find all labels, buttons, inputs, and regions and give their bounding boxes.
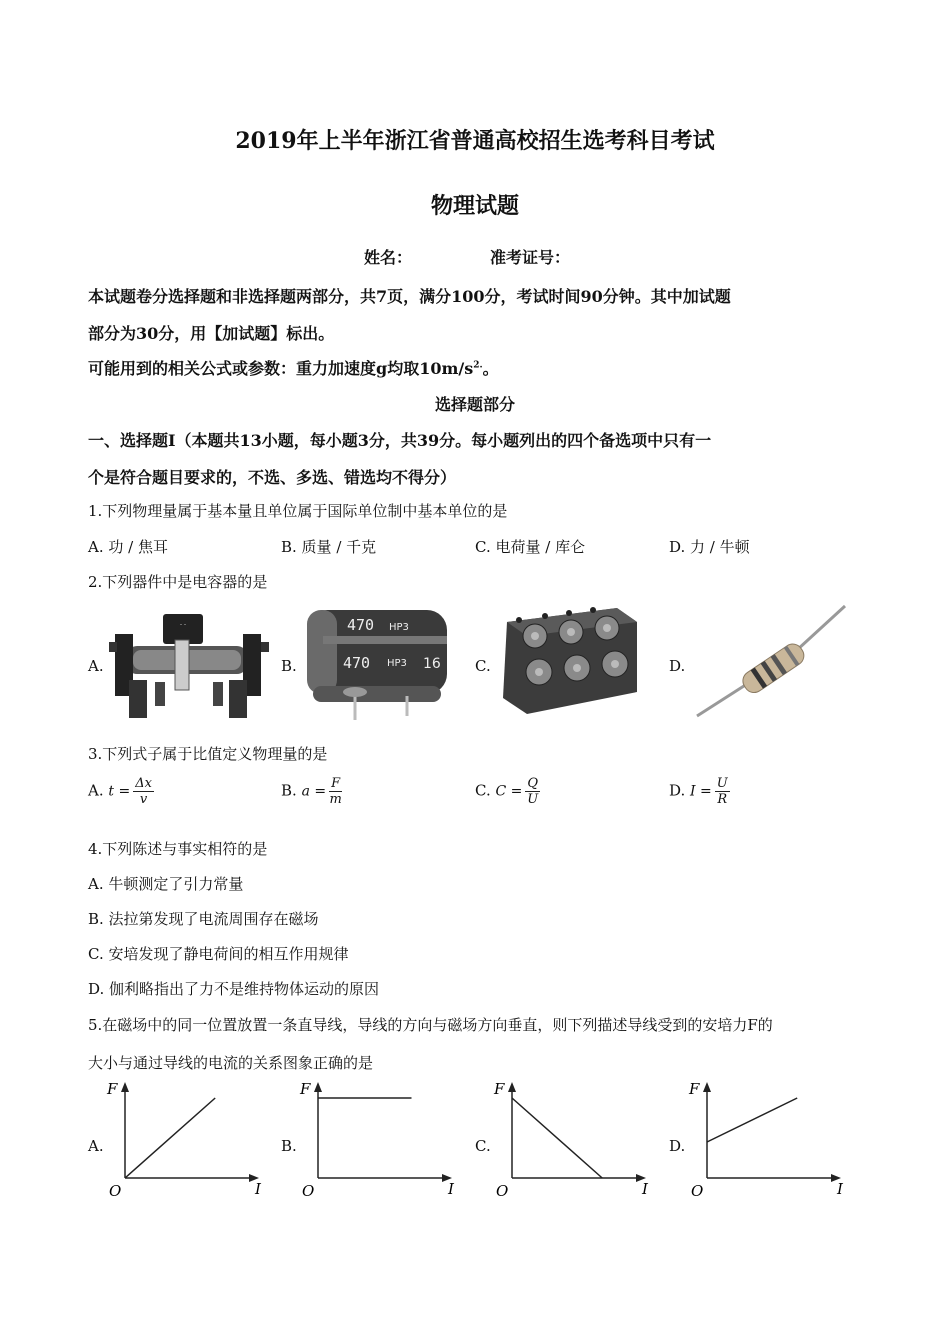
q5-stem-line-1: 5.在磁场中的同一位置放置一条直导线，导线的方向与磁场方向垂直，则下列描述导线受到的安培力F的: [88, 1016, 773, 1034]
capacitor-label-voltage: 16: [423, 656, 441, 672]
q3-formula-b-num: F: [331, 776, 341, 791]
q5-graph-a: [105, 1078, 265, 1198]
q3-formula-a-lhs: t =: [108, 783, 131, 800]
q3-option-d: [669, 776, 730, 807]
x-axis-label: I: [642, 1180, 648, 1198]
q3-formula-c-lhs: C =: [495, 783, 523, 800]
q5-label-c: C.: [475, 1137, 491, 1155]
capacitor-image: [303, 606, 451, 722]
q2-label-b: B.: [281, 657, 297, 675]
capacitor-label-series: HP3: [389, 622, 409, 633]
x-axis-label: I: [255, 1180, 261, 1198]
series-line: [125, 1098, 215, 1178]
q5-label-a: A.: [88, 1137, 104, 1155]
q4-option-a: A. 牛顿测定了引力常量: [88, 875, 244, 893]
name-label: 姓名：: [364, 248, 413, 267]
q1-option-c: C. 电荷量 / 库仑: [475, 538, 586, 556]
q2-label-d: D.: [669, 657, 686, 675]
q3-formula-a-den: v: [139, 792, 148, 807]
q2-stem: 2.下列器件中是电容器的是: [88, 573, 268, 591]
q4-option-c: C. 安培发现了静电荷间的相互作用规律: [88, 945, 349, 963]
q3-label-b: B.: [281, 781, 297, 800]
q5-label-d: D.: [669, 1137, 686, 1155]
y-axis-label: F: [107, 1080, 118, 1098]
x-axis-label: I: [837, 1180, 843, 1198]
section-header-line-2: 个是符合题目要求的，不选、多选、错选均不得分）: [88, 468, 457, 487]
q3-label-c: C.: [475, 781, 491, 800]
q3-formula-d-den: R: [717, 792, 728, 807]
origin-label: O: [109, 1182, 122, 1198]
x-axis-label: I: [448, 1180, 454, 1198]
q3-formula-a-num: Δx: [135, 776, 152, 791]
series-line: [512, 1098, 602, 1178]
capacitor-label-series-2: HP3: [387, 658, 407, 669]
instructions-line-1: 本试题卷分选择题和非选择题两部分，共7页，满分100分，考试时间90分钟。其中加试题: [88, 287, 731, 306]
q3-stem: 3.下列式子属于比值定义物理量的是: [88, 745, 328, 763]
q3-formula-d-lhs: I =: [690, 783, 712, 800]
q3-formula-b-lhs: a =: [301, 783, 327, 800]
q3-label-a: A.: [88, 781, 104, 800]
capacitor-label-value-2: 470: [343, 654, 371, 672]
rheostat-image: [105, 606, 275, 724]
y-axis-label: F: [689, 1080, 700, 1098]
q3-option-b: [281, 776, 342, 807]
y-axis-arrow: [314, 1082, 322, 1092]
y-axis-arrow: [703, 1082, 711, 1092]
exam-title: 2019年上半年浙江省普通高校招生选考科目考试: [235, 128, 715, 154]
y-axis-arrow: [508, 1082, 516, 1092]
paper-subtitle: 物理试题: [430, 193, 519, 219]
q3-formula-b-den: m: [329, 792, 342, 807]
instructions-line-3: 可能用到的相关公式或参数：重力加速度g均取$10m/s^{2.}$。: [88, 359, 499, 378]
origin-label: O: [302, 1182, 315, 1198]
exam-id-label: 准考证号：: [490, 248, 571, 267]
y-axis-label: F: [494, 1080, 505, 1098]
q1-option-a: A. 功 / 焦耳: [88, 538, 168, 556]
q2-label-c: C.: [475, 657, 491, 675]
q1-stem: 1.下列物理量属于基本量且单位属于国际单位制中基本单位的是: [88, 502, 508, 520]
y-axis-label: F: [300, 1080, 311, 1098]
q4-option-b: B. 法拉第发现了电流周围存在磁场: [88, 910, 319, 928]
section-header-line-1: 一、选择题Ⅰ（本题共13小题，每小题3分，共39分。每小题列出的四个备选项中只有一: [88, 431, 712, 450]
resistance-box-image: [497, 602, 641, 718]
q5-graph-d: [687, 1078, 847, 1198]
q4-stem: 4.下列陈述与事实相符的是: [88, 840, 268, 858]
instructions-line-2: 部分为30分，用【加试题】标出。: [88, 324, 335, 343]
q3-formula-c-num: Q: [527, 776, 539, 791]
q3-formula-c-den: U: [527, 792, 539, 807]
y-axis-arrow: [121, 1082, 129, 1092]
q3-formula-d-num: U: [716, 776, 728, 791]
origin-label: O: [496, 1182, 509, 1198]
series-line: [707, 1098, 797, 1142]
capacitor-label-value: 470: [347, 616, 375, 634]
q3-label-d: D.: [669, 781, 686, 800]
section-title: 选择题部分: [434, 395, 515, 414]
q1-option-d: D. 力 / 牛顿: [669, 538, 750, 556]
q1-option-b: B. 质量 / 千克: [281, 538, 377, 556]
q5-label-b: B.: [281, 1137, 297, 1155]
q3-option-a: [88, 776, 154, 807]
origin-label: O: [691, 1182, 704, 1198]
q5-graph-c: [492, 1078, 652, 1198]
q2-label-a: A.: [88, 657, 104, 675]
q3-option-c: [475, 776, 540, 807]
q5-stem-line-2: 大小与通过导线的电流的关系图象正确的是: [88, 1054, 374, 1072]
q4-option-d: D. 伽利略指出了力不是维持物体运动的原因: [88, 980, 380, 998]
q5-graph-b: [298, 1078, 458, 1198]
svg-text:- -: - -: [180, 621, 186, 628]
resistor-image: [693, 602, 849, 720]
